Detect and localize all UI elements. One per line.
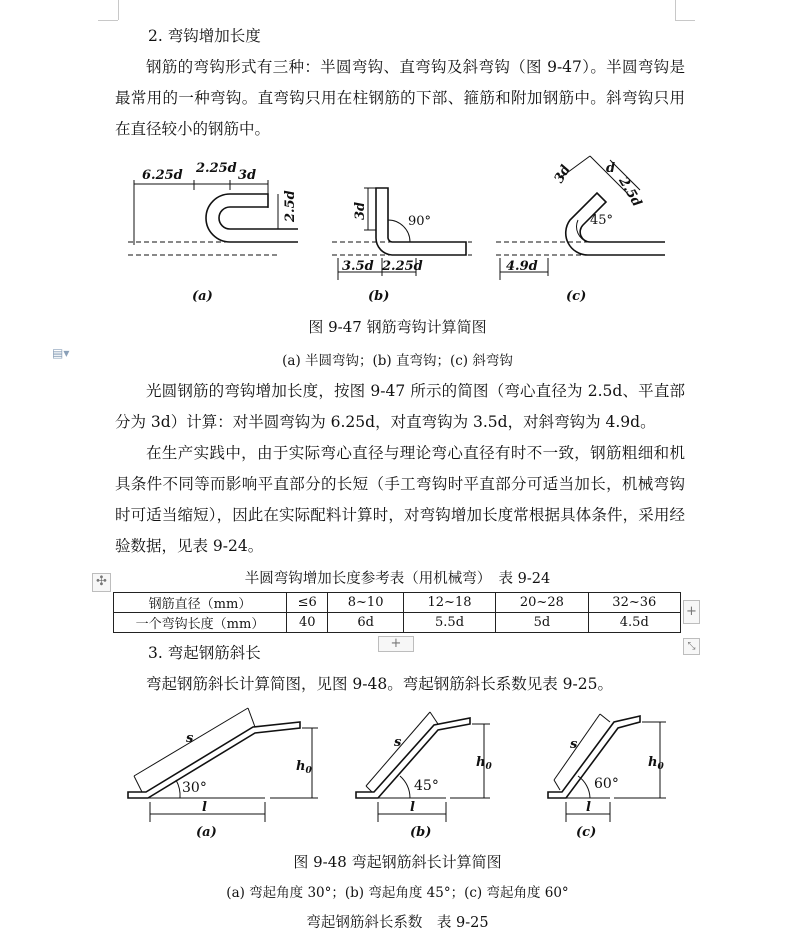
paragraph-options-icon[interactable]: ▤▾ (52, 346, 70, 360)
figure-9-47-subcaption: (a) 半圆弯钩；(b) 直弯钩；(c) 斜弯钩 (282, 353, 513, 369)
figure-9-47 (120, 150, 680, 310)
angle-45-c: 45° (590, 213, 614, 228)
table-cell: 20~28 (496, 593, 588, 613)
table-9-24 (113, 592, 681, 633)
table-move-handle-icon[interactable]: ✣ (92, 573, 111, 592)
angle-60: 60° (594, 776, 619, 792)
label-s-a: s (186, 731, 194, 746)
table-resize-handle-icon[interactable]: ⤡ (683, 638, 700, 655)
label-l-c: l (586, 800, 591, 815)
label-h0-b (476, 755, 492, 772)
page-corner-mark-right (675, 0, 676, 20)
label-h0-c (648, 755, 664, 772)
page-corner-mark-left (118, 0, 119, 20)
table-cell: 8~10 (328, 593, 403, 613)
angle-45: 45° (414, 778, 439, 794)
paragraph-bent-bar: 弯起钢筋斜长计算简图，见图 9-48。弯起钢筋斜长系数见表 9-25。 (146, 675, 613, 693)
label-c-48: (c) (576, 825, 597, 840)
h-letter: h (296, 759, 306, 774)
label-b-47: (b) (368, 289, 390, 304)
figure-9-47-caption: 图 9-47 钢筋弯钩计算简图 (308, 318, 487, 336)
h-letter: h (648, 755, 658, 770)
h-letter: h (476, 755, 486, 770)
h-subscript: 0 (657, 762, 664, 772)
table-cell: 一个弯钩长度（mm） (114, 613, 287, 633)
dim-d-c: d (606, 161, 616, 176)
page-corner-mark-left-h (98, 20, 118, 21)
dim-2-25d-a: 2.25d (196, 161, 237, 176)
label-s-b: s (394, 735, 402, 750)
dim-2-25d-b: 2.25d (382, 259, 423, 274)
figure-9-48 (120, 700, 680, 845)
paragraph-practice: 在生产实践中，由于实际弯心直径与理论弯心直径有时不一致，钢筋粗细和机具条件不同等而影响平直部分的长短（手工弯钩时平直部分可适当加长，机械弯钩时可适当缩短），因此在实际配料计算时，对弯钩增加长度常根据具体条件，采用经验数据，见表 9-24。 (115, 444, 685, 555)
label-a-47: (a) (192, 289, 213, 304)
figure-9-48-subcaption: (a) 弯起角度 30°；(b) 弯起角度 45°；(c) 弯起角度 60° (226, 885, 569, 901)
table-9-25-title: 弯起钢筋斜长系数 表 9-25 (306, 915, 489, 931)
label-a-48: (a) (196, 825, 217, 840)
figure-9-48-caption: 图 9-48 弯起钢筋斜长计算简图 (293, 853, 502, 871)
section-heading-3: 3. 弯起钢筋斜长 (148, 644, 261, 662)
paragraph-hook-length: 光圆钢筋的弯钩增加长度，按图 9-47 所示的简图（弯心直径为 2.5d、平直部分为 3d）计算：对半圆弯钩为 6.25d，对直弯钩为 3.5d，对斜弯钩为 4.9d。 (115, 382, 685, 431)
table-cell: ≤6 (287, 593, 328, 613)
table-cell: 6d (328, 613, 403, 633)
dim-6-25d: 6.25d (142, 168, 183, 183)
table-cell: 4.5d (588, 613, 680, 633)
h-subscript: 0 (305, 766, 312, 776)
add-column-button[interactable]: + (683, 600, 700, 624)
page-corner-mark-right-h (675, 20, 695, 21)
table-cell: 12~18 (403, 593, 495, 613)
label-l-b: l (410, 800, 415, 815)
label-s-c: s (570, 737, 578, 752)
table-cell: 40 (287, 613, 328, 633)
h-subscript: 0 (485, 762, 492, 772)
label-l-a: l (202, 800, 207, 815)
label-c-47: (c) (566, 289, 587, 304)
table-row (114, 613, 681, 633)
table-9-24-title: 半圆弯钩增加长度参考表（用机械弯） 表 9-24 (244, 571, 551, 587)
dim-2-5d-c: 2.5d (615, 174, 645, 210)
dim-3d-a: 3d (238, 168, 257, 183)
dim-3-5d: 3.5d (342, 259, 374, 274)
label-h0-a (296, 759, 312, 776)
label-b-48: (b) (410, 825, 432, 840)
dim-3d-c: 3d (551, 162, 574, 186)
table-cell: 钢筋直径（mm） (114, 593, 287, 613)
section-heading-2: 2. 弯钩增加长度 (148, 27, 261, 45)
table-cell: 32~36 (588, 593, 680, 613)
add-row-button[interactable]: + (378, 636, 414, 652)
dim-2-5d-a: 2.5d (283, 190, 298, 222)
table-cell: 5d (496, 613, 588, 633)
dim-4-9d: 4.9d (506, 259, 538, 274)
table-row (114, 593, 681, 613)
angle-90-b: 90° (408, 214, 432, 229)
dim-3d-b: 3d (353, 201, 368, 220)
table-cell: 5.5d (403, 613, 495, 633)
angle-30: 30° (182, 780, 207, 796)
paragraph-hook-types: 钢筋的弯钩形式有三种：半圆弯钩、直弯钩及斜弯钩（图 9-47）。半圆弯钩是最常用的一种弯钩。直弯钩只用在柱钢筋的下部、箍筋和附加钢筋中。斜弯钩只用在直径较小的钢筋中。 (115, 58, 685, 138)
